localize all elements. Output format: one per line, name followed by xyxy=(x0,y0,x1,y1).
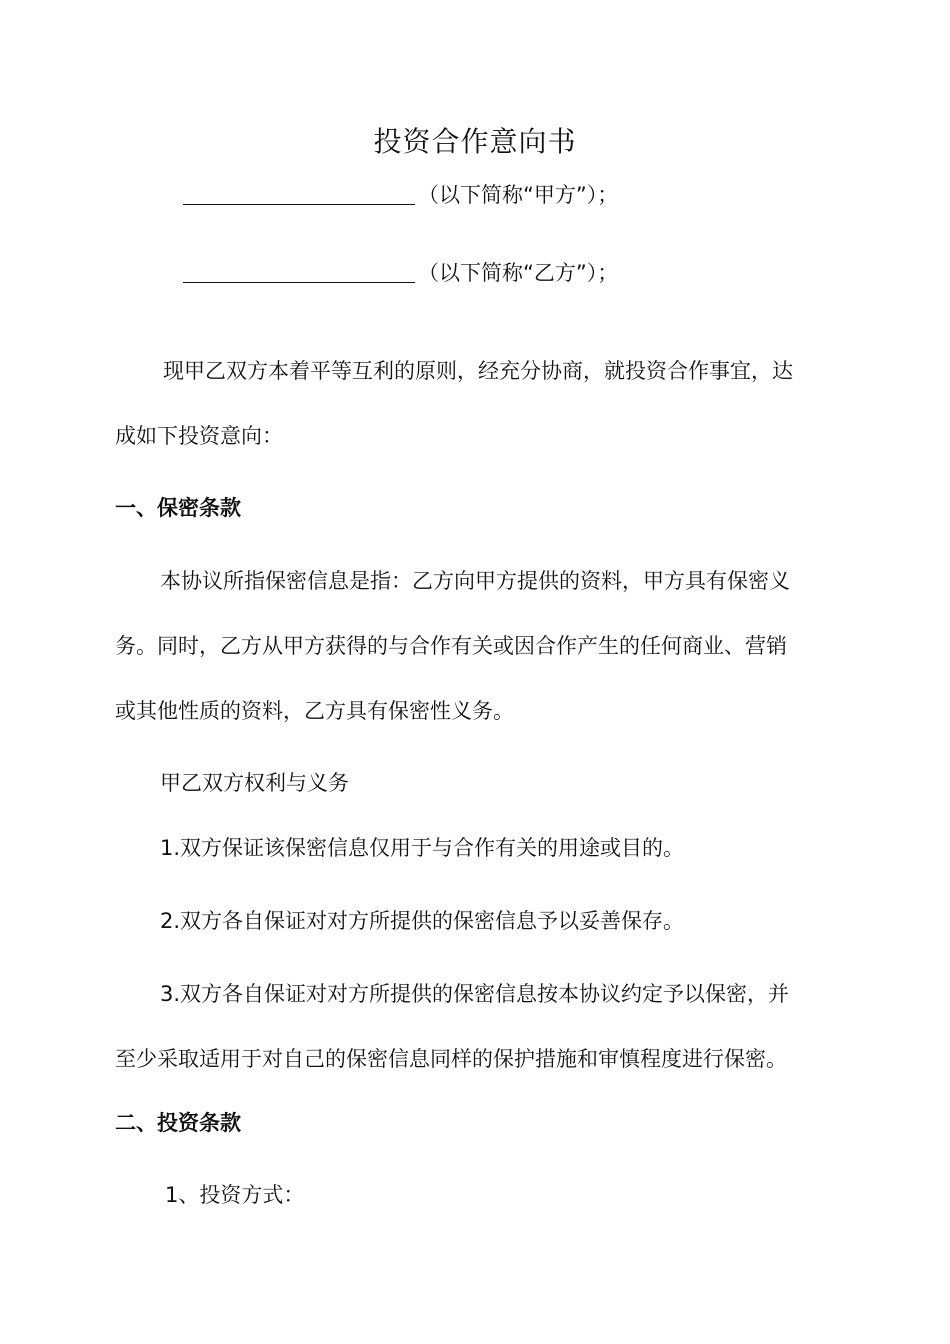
section-2-item-1: 1、投资方式： xyxy=(165,1183,305,1207)
list-item-1: 1.双方保证该保密信息仅用于与合作有关的用途或目的。 xyxy=(160,836,685,860)
section-1-paragraph-line-1: 本协议所指保密信息是指：乙方向甲方提供的资料，甲方具有保密义 xyxy=(160,569,790,593)
list-item-3-line-1: 3.双方各自保证对对方所提供的保密信息按本协议约定予以保密，并 xyxy=(160,982,790,1006)
section-2-heading: 二、投资条款 xyxy=(115,1111,241,1135)
party-b-blank-line xyxy=(183,282,415,283)
document-title: 投资合作意向书 xyxy=(373,125,577,158)
list-item-3-line-2: 至少采取适用于对自己的保密信息同样的保护措施和审慎程度进行保密。 xyxy=(115,1047,787,1071)
party-a-blank-line xyxy=(183,204,415,205)
section-1-heading: 一、保密条款 xyxy=(115,496,241,520)
intro-line-1: 现甲乙双方本着平等互利的原则，经充分协商，就投资合作事宜，达 xyxy=(163,359,793,383)
list-item-2: 2.双方各自保证对对方所提供的保密信息予以妥善保存。 xyxy=(160,909,685,933)
party-a-label: （以下简称“甲方”）； xyxy=(418,183,619,207)
section-1-paragraph-line-2: 务。同时，乙方从甲方获得的与合作有关或因合作产生的任何商业、营销 xyxy=(115,634,787,658)
party-b-label: （以下简称“乙方”）； xyxy=(418,261,619,285)
rights-obligations-heading: 甲乙双方权利与义务 xyxy=(160,771,349,795)
intro-line-2: 成如下投资意向： xyxy=(115,424,283,448)
section-1-paragraph-line-3: 或其他性质的资料，乙方具有保密性义务。 xyxy=(115,699,514,723)
